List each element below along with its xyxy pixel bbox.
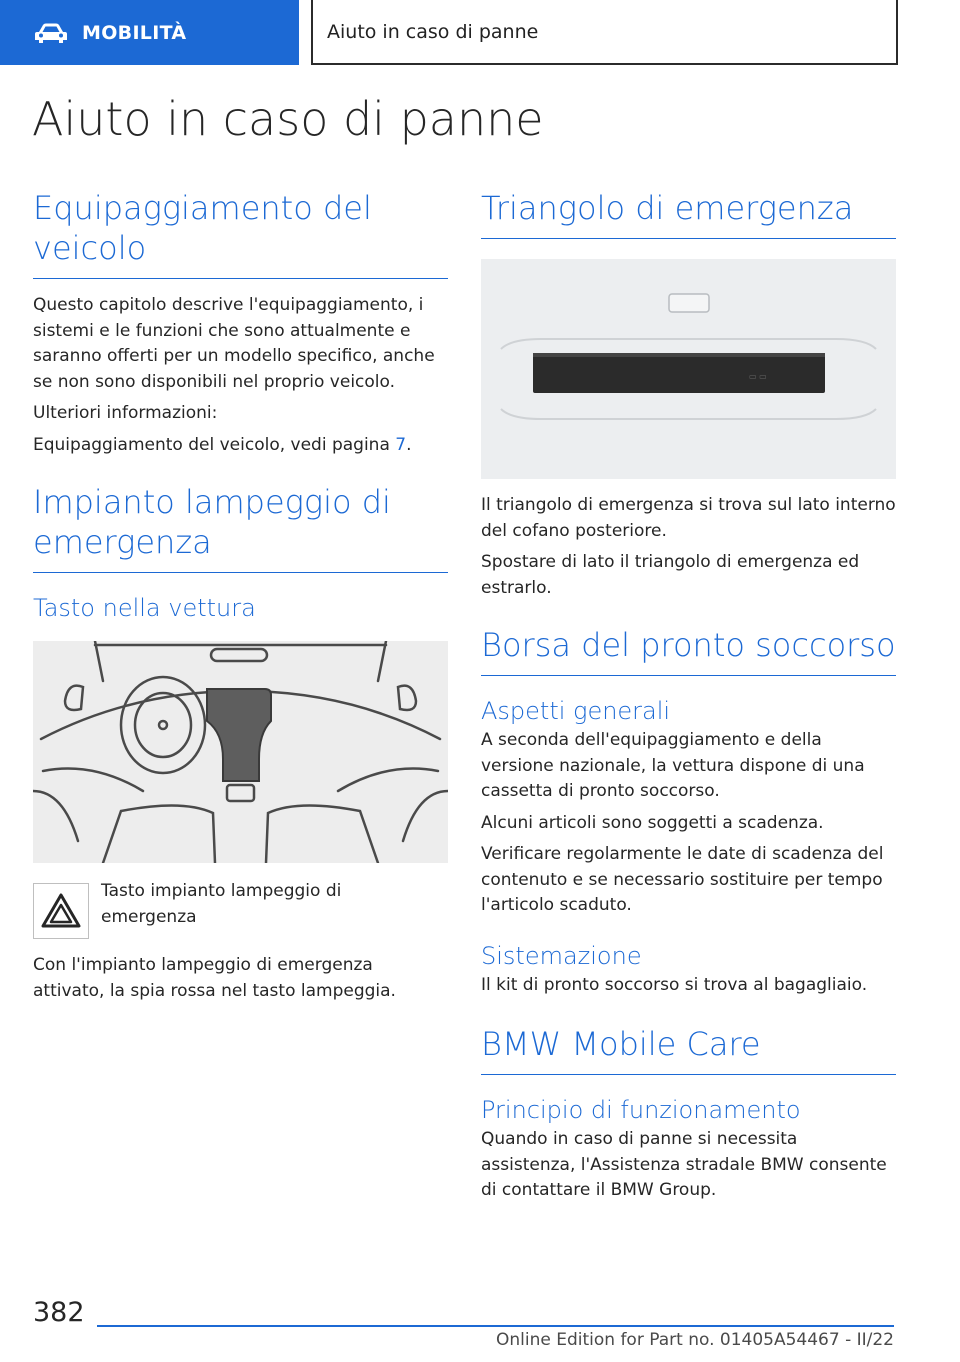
warning-triangle-photo — [481, 259, 896, 479]
hazard-button-caption: Tasto impianto lampeggio di emergenza — [101, 881, 342, 927]
heading-warning-triangle: Triangolo di emergenza — [481, 188, 896, 239]
first-aid-check-text: Verificare regolarmente le date di scadenza del contenuto e se necessario sostituire per tempo l'articolo scaduto. — [481, 844, 884, 915]
right-column — [481, 188, 896, 1204]
page-link-7[interactable]: 7 — [395, 434, 407, 455]
subheading-button-in-car: Tasto nella vettura — [33, 594, 256, 622]
cockpit-drawing — [33, 641, 448, 863]
footer-edition: Online Edition for Part no. 01405A54467 - II/22 — [495, 1330, 894, 1350]
subheading-general-aspects: Aspetti generali — [481, 697, 671, 725]
footer-divider — [97, 1325, 894, 1327]
left-column — [33, 188, 448, 1004]
first-aid-intro: A seconda dell'equipaggiamento e della versione nazionale, la vettura dispone di una cassetta di pronto soccorso. — [481, 730, 865, 801]
triangle-instruction-text: Spostare di lato il triangolo di emergenza ed estrarlo. — [481, 552, 860, 598]
hazard-description: Con l'impianto lampeggio di emergenza attivato, la spia rossa nel tasto lampeggia. — [33, 955, 396, 1001]
equipment-reference — [33, 433, 448, 459]
first-aid-location: Il kit di pronto soccorso si trova al bagagliaio. — [481, 974, 868, 995]
car-icon — [34, 22, 68, 44]
page-title: Aiuto in caso di panne — [32, 92, 544, 146]
section-tab-mobility[interactable] — [0, 0, 299, 65]
heading-hazard-lights: Impianto lampeggio di emergenza — [33, 482, 448, 573]
heading-first-aid-kit: Borsa del pronto soccorso — [481, 625, 896, 676]
chapter-label: Aiuto in caso di panne — [327, 20, 539, 43]
subheading-placement: Sistemazione — [481, 941, 642, 970]
page-number: 382 — [33, 1297, 85, 1328]
hazard-button-legend — [33, 883, 448, 939]
mobile-care-description: Quando in caso di panne si necessita assistenza, l'Assistenza stradale BMW consente di contattare il BMW Group. — [481, 1129, 887, 1200]
reference-end: . — [406, 434, 412, 455]
reference-text: Equipaggiamento del veicolo, vedi pagina — [33, 434, 396, 455]
chapter-tab[interactable] — [311, 0, 898, 65]
triangle-location-text: Il triangolo di emergenza si trova sul lato interno del cofano posteriore. — [481, 495, 896, 541]
section-label: MOBILITÀ — [82, 21, 187, 44]
svg-text:▭ ▭: ▭ ▭ — [749, 372, 767, 381]
hazard-warning-icon — [33, 883, 89, 939]
heading-vehicle-equipment: Equipaggiamento del veicolo — [33, 188, 448, 279]
first-aid-expiry-note: Alcuni articoli sono soggetti a scadenza. — [481, 812, 824, 833]
cockpit-illustration — [33, 641, 448, 863]
more-info-label: Ulteriori informazioni: — [33, 403, 218, 423]
triangle-box-drawing — [481, 259, 896, 479]
heading-bmw-mobile-care: BMW Mobile Care — [481, 1024, 896, 1075]
subheading-functional-principle: Principio di funzionamento — [481, 1096, 801, 1124]
equipment-intro-text: Questo capitolo descrive l'equipaggiamento, i sistemi e le funzioni che sono attualmente e saranno offerti per un modello specifico, anche se non sono disponibili nel proprio veicolo. — [33, 295, 435, 392]
